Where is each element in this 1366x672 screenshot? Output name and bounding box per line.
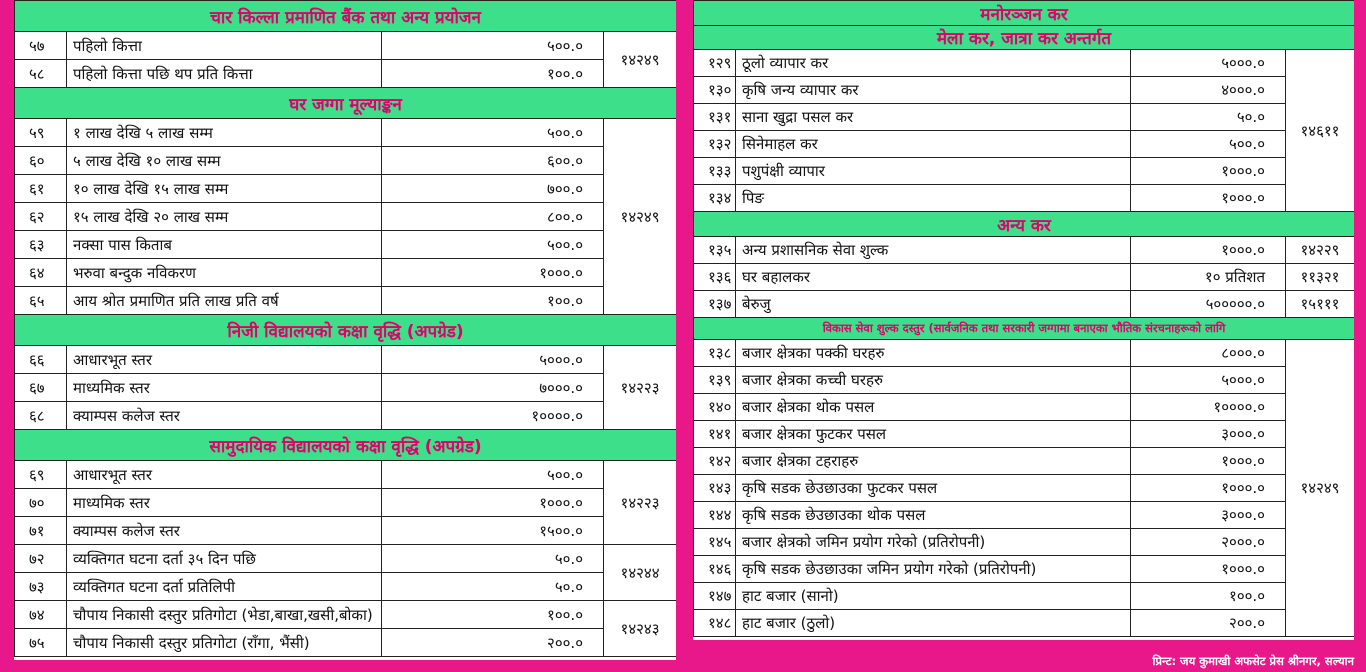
amount-cell: १५००.० bbox=[382, 517, 604, 545]
amount-cell: ५०.० bbox=[382, 545, 604, 573]
description-cell: कृषि सडक छेउछाउका जमिन प्रयोग गरेको (प्रतिरोपनी) bbox=[736, 556, 1131, 583]
description-cell: १० लाख देखि १५ लाख सम्म bbox=[67, 175, 382, 203]
revenue-code-cell: १४२४९ bbox=[604, 32, 677, 88]
table-row bbox=[694, 340, 1355, 367]
amount-cell: १००००.० bbox=[382, 402, 604, 430]
section-header: अन्य कर bbox=[694, 212, 1355, 237]
serial-number-cell: ६५ bbox=[15, 287, 67, 315]
amount-cell: ५०००.० bbox=[1131, 367, 1286, 394]
serial-number-cell: १३४ bbox=[694, 185, 736, 212]
table-row bbox=[15, 517, 677, 545]
table-row bbox=[694, 50, 1355, 77]
description-cell: पहिलो कित्ता पछि थप प्रति कित्ता bbox=[67, 60, 382, 88]
table-row bbox=[694, 394, 1355, 421]
serial-number-cell: ७० bbox=[15, 489, 67, 517]
description-cell: आधारभूत स्तर bbox=[67, 461, 382, 489]
amount-cell: १०००.० bbox=[1131, 185, 1286, 212]
amount-cell: ७००.० bbox=[382, 175, 604, 203]
description-cell: घर बहालकर bbox=[736, 264, 1131, 291]
table-row bbox=[694, 502, 1355, 529]
table-row bbox=[694, 421, 1355, 448]
description-cell: क्याम्पस कलेज स्तर bbox=[67, 517, 382, 545]
revenue-code-cell: १४२४३ bbox=[604, 601, 677, 657]
amount-cell: ५००.० bbox=[382, 461, 604, 489]
serial-number-cell: ६९ bbox=[15, 461, 67, 489]
table-row bbox=[15, 601, 677, 629]
description-cell: बजार क्षेत्रका फुटकर पसल bbox=[736, 421, 1131, 448]
amount-cell: १००.० bbox=[382, 60, 604, 88]
serial-number-cell: ६४ bbox=[15, 259, 67, 287]
table-row bbox=[694, 291, 1355, 318]
table-row bbox=[694, 610, 1355, 637]
section-header: विकास सेवा शुल्क दस्तुर (सार्वजनिक तथा सरकारी जग्गामा बनाएका भौतिक संरचनाहरूको लागि bbox=[694, 318, 1355, 340]
serial-number-cell: १३८ bbox=[694, 340, 736, 367]
amount-cell: २००.० bbox=[382, 629, 604, 657]
revenue-code-cell: १४२४९ bbox=[1286, 340, 1355, 637]
revenue-code-cell: ११३२१ bbox=[1286, 264, 1355, 291]
table-row bbox=[15, 119, 677, 147]
table-row bbox=[15, 545, 677, 573]
right-fee-panel bbox=[693, 0, 1354, 640]
section-subheader: मेला कर, जात्रा कर अन्तर्गत bbox=[694, 26, 1355, 50]
table-row bbox=[15, 346, 677, 374]
serial-number-cell: १४५ bbox=[694, 529, 736, 556]
serial-number-cell: १३५ bbox=[694, 237, 736, 264]
description-cell: साना खुद्रा पसल कर bbox=[736, 104, 1131, 131]
description-cell: कृषि सडक छेउछाउका थोक पसल bbox=[736, 502, 1131, 529]
table-row bbox=[15, 374, 677, 402]
amount-cell: ६००.० bbox=[382, 147, 604, 175]
table-row bbox=[15, 60, 677, 88]
table-row bbox=[15, 147, 677, 175]
serial-number-cell: १४७ bbox=[694, 583, 736, 610]
serial-number-cell: १४८ bbox=[694, 610, 736, 637]
table-row bbox=[694, 158, 1355, 185]
description-cell: पिङ bbox=[736, 185, 1131, 212]
table-row bbox=[694, 529, 1355, 556]
table-row bbox=[694, 475, 1355, 502]
amount-cell: १०००.० bbox=[1131, 556, 1286, 583]
table-row bbox=[15, 259, 677, 287]
section-header: मनोरञ्जन कर bbox=[694, 1, 1355, 26]
description-cell: १ लाख देखि ५ लाख सम्म bbox=[67, 119, 382, 147]
right-fee-table bbox=[693, 0, 1354, 637]
description-cell: ठूलो व्यापार कर bbox=[736, 50, 1131, 77]
serial-number-cell: ६३ bbox=[15, 231, 67, 259]
description-cell: चौपाय निकासी दस्तुर प्रतिगोटा (राँगा, भैंसी) bbox=[67, 629, 382, 657]
serial-number-cell: ५८ bbox=[15, 60, 67, 88]
amount-cell: १०००.० bbox=[1131, 158, 1286, 185]
table-row bbox=[694, 448, 1355, 475]
description-cell: कृषि सडक छेउछाउका फुटकर पसल bbox=[736, 475, 1131, 502]
description-cell: कृषि जन्य व्यापार कर bbox=[736, 77, 1131, 104]
description-cell: माध्यमिक स्तर bbox=[67, 489, 382, 517]
serial-number-cell: ५९ bbox=[15, 119, 67, 147]
table-row bbox=[15, 629, 677, 657]
revenue-code-cell: १४२४९ bbox=[604, 119, 677, 315]
footer-credit: प्रिन्ट: जय कुमाखी अफसेट प्रेस श्रीनगर, सल्यान bbox=[1152, 654, 1354, 668]
serial-number-cell: १३२ bbox=[694, 131, 736, 158]
revenue-code-cell: १४२२३ bbox=[604, 346, 677, 430]
serial-number-cell: ७१ bbox=[15, 517, 67, 545]
table-row bbox=[15, 402, 677, 430]
serial-number-cell: १४१ bbox=[694, 421, 736, 448]
description-cell: बजार क्षेत्रको जमिन प्रयोग गरेको (प्रतिरोपनी) bbox=[736, 529, 1131, 556]
description-cell: भरुवा बन्दुक नविकरण bbox=[67, 259, 382, 287]
description-cell: नक्सा पास किताब bbox=[67, 231, 382, 259]
amount-cell: २००.० bbox=[1131, 610, 1286, 637]
amount-cell: ८०००.० bbox=[1131, 340, 1286, 367]
serial-number-cell: १४२ bbox=[694, 448, 736, 475]
serial-number-cell: ७३ bbox=[15, 573, 67, 601]
serial-number-cell: १३० bbox=[694, 77, 736, 104]
serial-number-cell: १३९ bbox=[694, 367, 736, 394]
table-row bbox=[694, 367, 1355, 394]
table-row bbox=[694, 104, 1355, 131]
serial-number-cell: १३६ bbox=[694, 264, 736, 291]
section-header: सामुदायिक विद्यालयको कक्षा वृद्धि (अपग्रेड) bbox=[15, 430, 677, 461]
amount-cell: २०००.० bbox=[1131, 529, 1286, 556]
description-cell: १५ लाख देखि २० लाख सम्म bbox=[67, 203, 382, 231]
amount-cell: १० प्रतिशत bbox=[1131, 264, 1286, 291]
serial-number-cell: १४३ bbox=[694, 475, 736, 502]
table-row bbox=[15, 489, 677, 517]
serial-number-cell: ६६ bbox=[15, 346, 67, 374]
table-row bbox=[15, 203, 677, 231]
description-cell: आधारभूत स्तर bbox=[67, 346, 382, 374]
serial-number-cell: ७४ bbox=[15, 601, 67, 629]
serial-number-cell: ७५ bbox=[15, 629, 67, 657]
left-fee-panel bbox=[14, 0, 676, 660]
table-row bbox=[15, 287, 677, 315]
table-row bbox=[694, 77, 1355, 104]
amount-cell: १००.० bbox=[382, 601, 604, 629]
amount-cell: ५००.० bbox=[1131, 131, 1286, 158]
table-row bbox=[694, 185, 1355, 212]
description-cell: बजार क्षेत्रका पक्की घरहरु bbox=[736, 340, 1131, 367]
description-cell: आय श्रोत प्रमाणित प्रति लाख प्रति वर्ष bbox=[67, 287, 382, 315]
revenue-code-cell: १४२२९ bbox=[1286, 237, 1355, 264]
amount-cell: ४०००.० bbox=[1131, 77, 1286, 104]
table-row bbox=[694, 264, 1355, 291]
amount-cell: १००.० bbox=[382, 287, 604, 315]
serial-number-cell: १४६ bbox=[694, 556, 736, 583]
description-cell: सिनेमाहल कर bbox=[736, 131, 1131, 158]
serial-number-cell: ७२ bbox=[15, 545, 67, 573]
amount-cell: १००००.० bbox=[1131, 394, 1286, 421]
description-cell: बजार क्षेत्रका टहराहरु bbox=[736, 448, 1131, 475]
serial-number-cell: ५७ bbox=[15, 32, 67, 60]
table-row bbox=[15, 175, 677, 203]
description-cell: पशुपंक्षी व्यापार bbox=[736, 158, 1131, 185]
revenue-code-cell: १४२४४ bbox=[604, 545, 677, 601]
serial-number-cell: १३१ bbox=[694, 104, 736, 131]
table-row bbox=[15, 461, 677, 489]
amount-cell: ५०००००.० bbox=[1131, 291, 1286, 318]
amount-cell: ५०००.० bbox=[382, 346, 604, 374]
table-row bbox=[15, 573, 677, 601]
section-header: घर जग्गा मूल्याङ्कन bbox=[15, 88, 677, 119]
revenue-code-cell: १५१११ bbox=[1286, 291, 1355, 318]
amount-cell: ७०००.० bbox=[382, 374, 604, 402]
table-row bbox=[694, 556, 1355, 583]
description-cell: व्यक्तिगत घटना दर्ता प्रतिलिपी bbox=[67, 573, 382, 601]
table-row bbox=[15, 32, 677, 60]
amount-cell: १०००.० bbox=[1131, 448, 1286, 475]
amount-cell: ३०००.० bbox=[1131, 421, 1286, 448]
amount-cell: ५०००.० bbox=[1131, 50, 1286, 77]
description-cell: माध्यमिक स्तर bbox=[67, 374, 382, 402]
serial-number-cell: ६१ bbox=[15, 175, 67, 203]
serial-number-cell: १३३ bbox=[694, 158, 736, 185]
amount-cell: ५००.० bbox=[382, 231, 604, 259]
description-cell: क्याम्पस कलेज स्तर bbox=[67, 402, 382, 430]
description-cell: हाट बजार (सानो) bbox=[736, 583, 1131, 610]
description-cell: ५ लाख देखि १० लाख सम्म bbox=[67, 147, 382, 175]
description-cell: बजार क्षेत्रका कच्ची घरहरु bbox=[736, 367, 1131, 394]
revenue-code-cell: १४६११ bbox=[1286, 50, 1355, 212]
amount-cell: १०००.० bbox=[1131, 475, 1286, 502]
amount-cell: १०००.० bbox=[382, 489, 604, 517]
section-header: निजी विद्यालयको कक्षा वृद्धि (अपग्रेड) bbox=[15, 315, 677, 346]
amount-cell: ५००.० bbox=[382, 32, 604, 60]
amount-cell: ३०००.० bbox=[1131, 502, 1286, 529]
description-cell: बजार क्षेत्रका थोक पसल bbox=[736, 394, 1131, 421]
amount-cell: १०००.० bbox=[1131, 237, 1286, 264]
section-header: चार किल्ला प्रमाणित बैंक तथा अन्य प्रयोजन bbox=[15, 1, 677, 32]
amount-cell: ८००.० bbox=[382, 203, 604, 231]
amount-cell: १००.० bbox=[1131, 583, 1286, 610]
serial-number-cell: १३७ bbox=[694, 291, 736, 318]
description-cell: व्यक्तिगत घटना दर्ता ३५ दिन पछि bbox=[67, 545, 382, 573]
description-cell: पहिलो कित्ता bbox=[67, 32, 382, 60]
description-cell: बेरुजु bbox=[736, 291, 1131, 318]
description-cell: चौपाय निकासी दस्तुर प्रतिगोटा (भेडा,बाखा,खसी,बोका) bbox=[67, 601, 382, 629]
table-row bbox=[694, 583, 1355, 610]
amount-cell: ५०.० bbox=[1131, 104, 1286, 131]
serial-number-cell: १२९ bbox=[694, 50, 736, 77]
serial-number-cell: ६० bbox=[15, 147, 67, 175]
table-row bbox=[15, 231, 677, 259]
serial-number-cell: ६२ bbox=[15, 203, 67, 231]
table-row bbox=[694, 131, 1355, 158]
serial-number-cell: ६८ bbox=[15, 402, 67, 430]
description-cell: हाट बजार (ठुलो) bbox=[736, 610, 1131, 637]
left-fee-table bbox=[14, 0, 676, 657]
amount-cell: ५००.० bbox=[382, 119, 604, 147]
amount-cell: १०००.० bbox=[382, 259, 604, 287]
serial-number-cell: १४४ bbox=[694, 502, 736, 529]
description-cell: अन्य प्रशासनिक सेवा शुल्क bbox=[736, 237, 1131, 264]
table-row bbox=[694, 237, 1355, 264]
serial-number-cell: १४० bbox=[694, 394, 736, 421]
serial-number-cell: ६७ bbox=[15, 374, 67, 402]
amount-cell: ५०.० bbox=[382, 573, 604, 601]
revenue-code-cell: १४२२३ bbox=[604, 461, 677, 545]
